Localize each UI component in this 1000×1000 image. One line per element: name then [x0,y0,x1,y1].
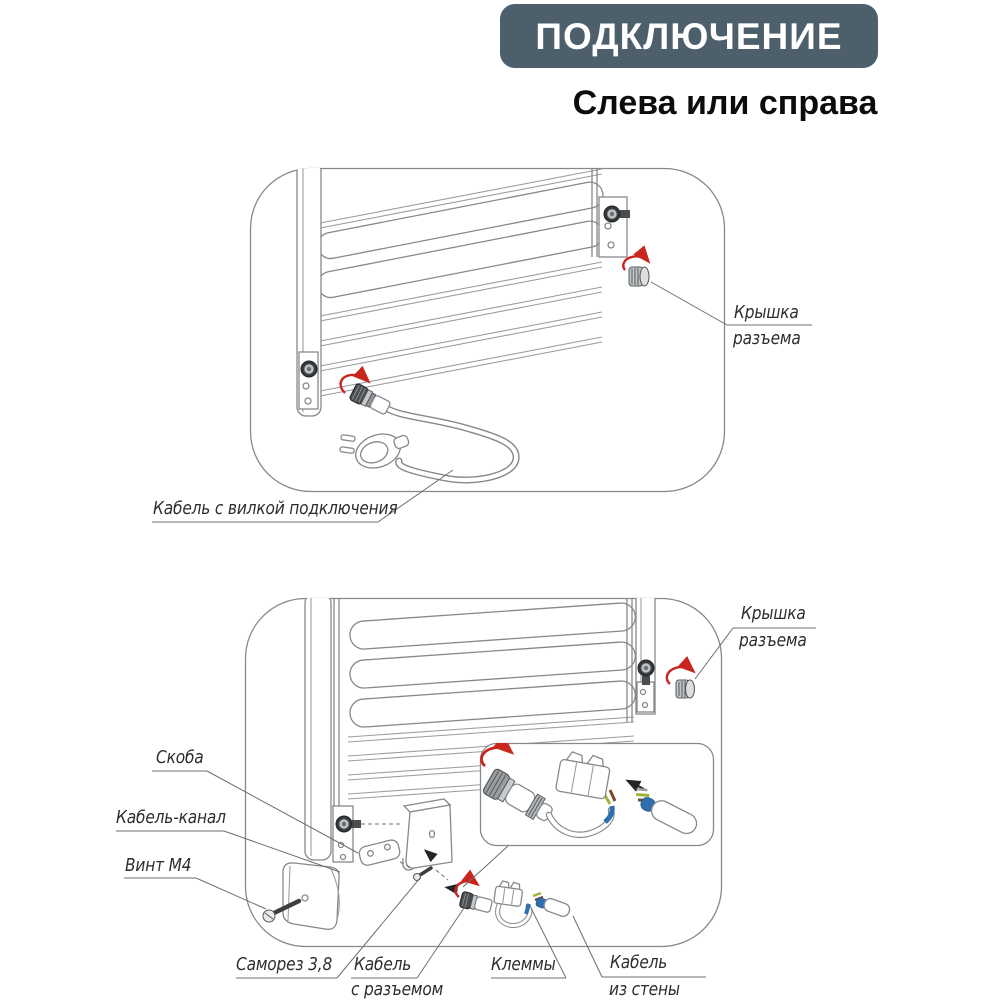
section-banner: ПОДКЛЮЧЕНИЕ [500,4,878,68]
label-cap-1-line2: разъема [733,329,801,349]
label-cable-channel: Кабель-канал [116,808,226,828]
label-bracket: Скоба [156,748,204,768]
radiator1-left-post [297,162,321,416]
label-cap-2-line2: разъема [739,631,807,651]
label-cable-connector-line1: Кабель [354,955,412,975]
cable-channel-cover [283,863,339,929]
label-self-tapping-screw: Саморез 3,8 [236,955,333,975]
label-cap-1-line1: Крышка [734,303,799,323]
page-subtitle: Слева или справа [572,84,878,122]
label-wall-cable-line1: Кабель [610,953,668,973]
label-cable-connector-line2: с разъемом [351,980,444,1000]
label-wall-cable-line2: из стены [609,980,680,1000]
label-screw-m4: Винт М4 [125,856,192,876]
connector-cap-1 [629,267,649,286]
label-terminals: Клеммы [491,955,556,975]
cable-channel-bracket [403,799,452,870]
connector-cap-2 [676,680,695,698]
radiator1-left-fitting [301,361,317,377]
label-cable-plug: Кабель с вилкой подключения [153,499,398,519]
label-cap-2-line1: Крышка [741,604,806,624]
